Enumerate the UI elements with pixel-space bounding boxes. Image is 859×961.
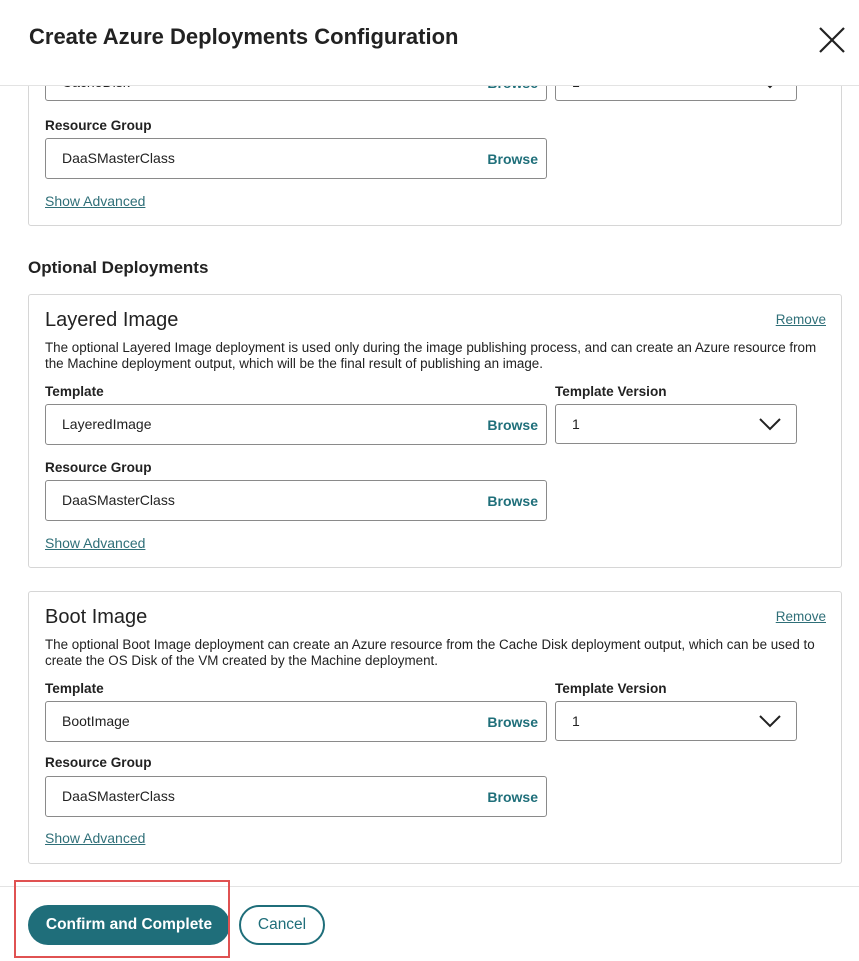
- layered-image-panel: [28, 294, 842, 568]
- layered-image-template-input[interactable]: [45, 404, 547, 445]
- boot-image-resource-group-label: Resource Group: [45, 755, 152, 770]
- confirm-and-complete-button[interactable]: Confirm and Complete: [28, 905, 230, 945]
- layered-image-resource-group-browse-button[interactable]: Browse: [487, 493, 538, 509]
- boot-image-resource-group-value: DaaSMasterClass: [62, 788, 175, 804]
- layered-image-template-browse-button[interactable]: Browse: [487, 417, 538, 433]
- cache-disk-show-advanced-link[interactable]: Show Advanced: [45, 193, 146, 209]
- chevron-down-icon: [759, 417, 781, 431]
- cancel-button[interactable]: Cancel: [239, 905, 325, 945]
- close-icon[interactable]: [818, 26, 846, 54]
- boot-image-template-browse-button[interactable]: Browse: [487, 714, 538, 730]
- boot-image-version-select[interactable]: [555, 701, 797, 741]
- layered-image-description: The optional Layered Image deployment is used only during the image publishing process, and can create an Azure resource from the Machine deployment output, which will be the final result of publishing an image.: [45, 340, 817, 371]
- boot-image-show-advanced-link[interactable]: Show Advanced: [45, 830, 146, 846]
- cache-disk-resource-group-value: DaaSMasterClass: [62, 150, 175, 166]
- boot-image-remove-link[interactable]: Remove: [775, 609, 826, 624]
- layered-image-title: Layered Image: [45, 309, 179, 331]
- boot-image-panel: [28, 591, 842, 864]
- boot-image-resource-group-input[interactable]: [45, 776, 547, 817]
- cache-disk-resource-group-input[interactable]: [45, 138, 547, 179]
- layered-image-resource-group-label: Resource Group: [45, 460, 152, 475]
- layered-image-version-label: Template Version: [555, 384, 667, 399]
- boot-image-version-label: Template Version: [555, 681, 667, 696]
- boot-image-title: Boot Image: [45, 606, 148, 628]
- layered-image-remove-link[interactable]: Remove: [775, 312, 826, 327]
- layered-image-resource-group-input[interactable]: [45, 480, 547, 521]
- layered-image-show-advanced-link[interactable]: Show Advanced: [45, 535, 146, 551]
- layered-image-template-label: Template: [45, 384, 104, 399]
- layered-image-template-value: LayeredImage: [62, 416, 152, 432]
- dialog-title: Create Azure Deployments Configuration: [29, 24, 459, 49]
- optional-deployments-heading: Optional Deployments: [28, 258, 209, 277]
- boot-image-version-value: 1: [572, 713, 580, 729]
- boot-image-resource-group-browse-button[interactable]: Browse: [487, 789, 538, 805]
- boot-image-template-label: Template: [45, 681, 104, 696]
- highlight-box: [14, 880, 230, 958]
- layered-image-version-value: 1: [572, 416, 580, 432]
- layered-image-resource-group-value: DaaSMasterClass: [62, 492, 175, 508]
- boot-image-template-value: BootImage: [62, 713, 130, 729]
- chevron-down-icon: [759, 714, 781, 728]
- dialog-header: [0, 0, 859, 86]
- boot-image-description: The optional Boot Image deployment can create an Azure resource from the Cache Disk deployment output, which can be used to create the OS Disk of the VM created by the Machine deployment.: [45, 637, 815, 668]
- boot-image-template-input[interactable]: [45, 701, 547, 742]
- layered-image-version-select[interactable]: [555, 404, 797, 444]
- cache-disk-resource-group-browse-button[interactable]: Browse: [487, 151, 538, 167]
- cache-disk-resource-group-label: Resource Group: [45, 118, 152, 133]
